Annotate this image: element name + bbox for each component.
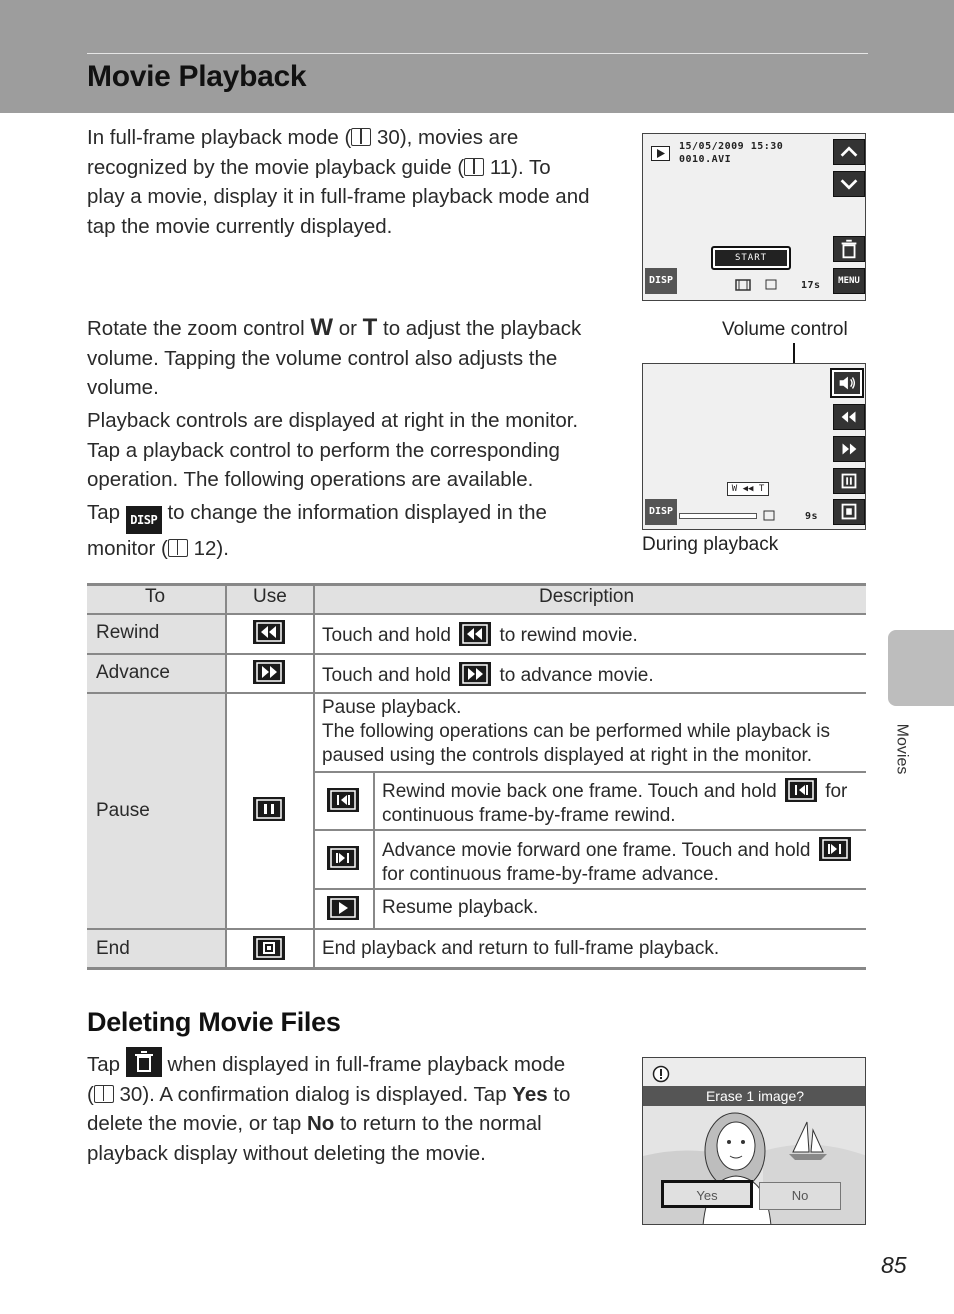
zoom-line-3: volume. bbox=[87, 376, 159, 399]
table-header-description: Description bbox=[539, 586, 635, 607]
advance-button[interactable] bbox=[833, 436, 865, 462]
yes-keyword: Yes bbox=[512, 1082, 548, 1106]
intro-line-1b: 30), movies are bbox=[371, 126, 519, 149]
end-description: End playback and return to full-frame playback. bbox=[322, 938, 720, 959]
during-playback-screen bbox=[642, 363, 866, 530]
deleting-paragraph: Tap when displayed in full-frame playback mode ( 30). A confirmation dialog is displayed. Tap Yes to delete the movie, or tap No to return to the normal playback display without deleting the movie. bbox=[87, 1047, 627, 1168]
pause-button[interactable] bbox=[833, 468, 865, 494]
fast-forward-icon bbox=[459, 662, 491, 686]
zoom-t-letter: T bbox=[362, 314, 378, 341]
volume-control-label: Volume control bbox=[722, 319, 848, 340]
fast-forward-icon bbox=[253, 660, 285, 684]
delete-button[interactable] bbox=[833, 236, 865, 262]
disp-button[interactable]: DISP bbox=[645, 268, 677, 294]
controls-line-1: Playback controls are displayed at right in the monitor. bbox=[87, 409, 579, 432]
frame-rewind-icon bbox=[327, 788, 359, 812]
frame-rewind-icon bbox=[785, 778, 817, 802]
yes-button[interactable]: Yes bbox=[661, 1180, 753, 1208]
disp-line-1b: to change the information displayed in the bbox=[161, 501, 547, 524]
disp-paragraph bbox=[87, 498, 627, 564]
book-reference-icon bbox=[94, 1085, 114, 1103]
intro-line-2b: 11). To bbox=[484, 155, 551, 179]
volume-button[interactable] bbox=[830, 368, 864, 398]
rewind-label: Rewind bbox=[96, 622, 160, 643]
rewind-button[interactable] bbox=[833, 404, 865, 430]
controls-paragraph bbox=[87, 406, 627, 495]
movie-start-guide[interactable] bbox=[711, 246, 791, 270]
no-keyword: No bbox=[306, 1112, 335, 1135]
rewind-icon bbox=[459, 622, 491, 646]
disp-line-2b: 12). bbox=[187, 537, 229, 560]
screen-filename: 0010.AVI bbox=[679, 154, 732, 165]
movie-mode-icon bbox=[735, 278, 753, 292]
book-reference-icon bbox=[168, 539, 188, 557]
zoom-w-letter: W bbox=[310, 314, 333, 341]
screen-playback-counter: 9s bbox=[805, 511, 819, 522]
fast-forward-icon bbox=[834, 437, 864, 461]
chapter-side-tab bbox=[888, 630, 954, 706]
table-header-use: Use bbox=[253, 586, 287, 607]
playback-progress-bar bbox=[679, 513, 757, 519]
rewind-icon bbox=[834, 405, 864, 429]
menu-button[interactable]: MENU bbox=[833, 268, 865, 294]
during-playback-caption: During playback bbox=[642, 534, 779, 555]
stop-icon bbox=[834, 500, 864, 524]
frame-advance-description: Advance movie forward one frame. Touch and hold for continuous frame-by-frame advance. bbox=[382, 837, 854, 887]
trash-icon bbox=[126, 1047, 162, 1077]
play-icon bbox=[651, 146, 671, 162]
zoom-line-1b: to adjust the playback bbox=[377, 317, 582, 340]
intro-paragraph bbox=[87, 123, 627, 241]
start-label: START bbox=[715, 250, 787, 266]
speaker-icon bbox=[834, 372, 860, 394]
table-header-bg bbox=[87, 583, 866, 613]
advance-label: Advance bbox=[96, 662, 170, 683]
book-reference-icon bbox=[464, 158, 484, 176]
t-indicator: T bbox=[758, 484, 765, 494]
book-reference-icon bbox=[351, 128, 371, 146]
chapter-label: Movies bbox=[893, 723, 911, 775]
stop-icon bbox=[253, 936, 285, 960]
scroll-down-button[interactable] bbox=[833, 171, 865, 197]
disp-line-2a: monitor ( bbox=[87, 537, 168, 560]
controls-line-3: operation. The following operations are available. bbox=[87, 468, 534, 491]
erase-confirmation-screen bbox=[642, 1057, 866, 1225]
no-button[interactable]: No bbox=[759, 1182, 841, 1210]
frame-advance-icon bbox=[327, 846, 359, 870]
full-frame-playback-screen bbox=[642, 133, 866, 301]
zoom-volume-indicator: W ◀◀ T bbox=[727, 482, 769, 496]
screen-datetime: 15/05/2009 15:30 bbox=[679, 141, 784, 152]
page-number: 85 bbox=[881, 1252, 907, 1278]
scroll-up-button[interactable] bbox=[833, 139, 865, 165]
zoom-or: or bbox=[333, 317, 363, 340]
intro-line-1a: In full-frame playback mode ( bbox=[87, 126, 352, 149]
screen-length-counter: 17s bbox=[801, 280, 821, 291]
end-button[interactable] bbox=[833, 499, 865, 525]
header-band bbox=[0, 0, 954, 113]
page-title: Movie Playback bbox=[87, 60, 307, 93]
resume-description: Resume playback. bbox=[382, 897, 539, 918]
disp-icon: DISP bbox=[126, 506, 162, 534]
pause-icon bbox=[834, 469, 864, 493]
disp-line-1a: Tap bbox=[87, 501, 126, 524]
chevron-down-icon bbox=[834, 172, 864, 196]
warning-icon bbox=[652, 1065, 670, 1083]
intro-line-2a: recognized by the movie playback guide ( bbox=[87, 155, 465, 179]
chevron-up-icon bbox=[834, 140, 864, 164]
rewind-icon bbox=[253, 620, 285, 644]
resume-play-icon bbox=[327, 896, 359, 920]
header-rule bbox=[87, 53, 868, 54]
section-title-deleting: Deleting Movie Files bbox=[87, 1007, 341, 1037]
pause-description: Pause playback. The following operations can be performed while playback is paused using the controls displayed at right in the monitor. bbox=[322, 697, 830, 766]
intro-line-3: play a movie, display it in full-frame playback mode and bbox=[87, 185, 590, 208]
pause-label: Pause bbox=[96, 800, 150, 821]
end-label: End bbox=[96, 938, 130, 959]
table-header-to: To bbox=[145, 586, 166, 607]
trash-icon bbox=[834, 237, 864, 261]
frame-rewind-description: Rewind movie back one frame. Touch and hold for continuous frame-by-frame rewind. bbox=[382, 778, 847, 828]
zoom-paragraph bbox=[87, 313, 627, 403]
pause-icon bbox=[253, 797, 285, 821]
memory-icon bbox=[765, 279, 779, 291]
w-indicator: W bbox=[731, 484, 738, 494]
controls-line-2: Tap a playback control to perform the corresponding bbox=[87, 438, 560, 462]
advance-description: Touch and hold to advance movie. bbox=[322, 662, 654, 687]
rewind-description: Touch and hold to rewind movie. bbox=[322, 622, 638, 647]
erase-prompt: Erase 1 image? bbox=[643, 1086, 866, 1106]
memory-icon bbox=[763, 510, 777, 522]
intro-line-4: tap the movie currently displayed. bbox=[87, 214, 393, 238]
frame-advance-icon bbox=[819, 837, 851, 861]
disp-button[interactable]: DISP bbox=[645, 499, 677, 525]
zoom-line-2: volume. Tapping the volume control also adjusts the bbox=[87, 346, 558, 370]
zoom-line-1a: Rotate the zoom control bbox=[87, 317, 311, 340]
